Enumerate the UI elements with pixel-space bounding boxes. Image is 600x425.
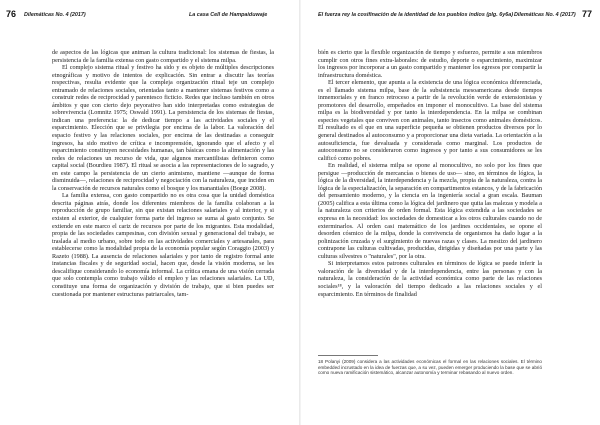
paragraph: La familia extensa, con gasto compartido no es otra cosa que la unidad doméstica descrita páginas atrás, donde los diferentes miembros de la familia colaboran a la reproducción de grupo familiar, sin que existan relaciones salariales y al interior, y si existen al exterior, de cualquier forma parte del ingreso se suma al gasto conjunto. Se extiende en este marco el cariz de recursos por parte de los migrantes. Esta modalidad, propia de las sociedades campesinas, con división sexual y generacional del trabajo, se traslada al medio urbano, sobre todo en las actividades comerciales y artesanales, para establecerse como la modalidad propia de la economía popular según Coraggio (2003) y Razeto (1988). La ausencia de relaciones salariales y por tanto de registro formal ante instancias fiscales y de seguridad social, hacen que, desde la visión moderna, se les descalifique considerando lo economía informal. La crítica emana de una visión cerrada que solo contempla como trabajo válido el empleo y las relaciones salariales. La UD, constituye una forma de organización y división de trabajo, que si bien puedes ser cuestionada por mantener estructuras patriarcales, tam-: [52, 192, 274, 298]
footnote-divider: [318, 355, 378, 356]
left-header-title: La casa Cell de Hampaiduwaje: [189, 12, 268, 18]
paragraph: Si interpretamos estos patrones culturales en términos de lógica se puede inferir la valoración de la diversidad y de la interdependencia, entre las personas y con la naturaleza, la consideración de la actividad económica como parte de las relaciones sociales¹⁸, y la valoración del tiempo dedicado a las relaciones sociales y el esparcimiento. En términos de finalidad: [318, 260, 542, 298]
left-page-number: 76: [6, 9, 17, 19]
paragraph: El complejo sistema ritual y festivo ha sido y es objeto de múltiples descripciones etnográficas y motivo de intentos de explicación. Sin entrar a discutir las teorías respectivas, resulta evidente que la compleja organización ritual teje un complejo entramado de relaciones sociales, orientadas tanto a mantener sistemas festivos como a construir redes de reciprocidad y parentesco ficticio. Redes que incluso también en otros ámbitos y que con cierto dejo peyorativo han sido interpretadas como estrategias de sobrevivencia (Lomnitz 1975; Oswald 1991). La persistencia de los sistemas de fiestas, indican una preferencia: la de dedicar tiempo a las actividades sociales y el esparcimiento. Elección que se privilegia por encima de la labor. La valoración del espacio festivo y las relaciones sociales, por encima de las destinadas a conseguir ingresos, ha sido motivo de crítica e incomprensión, ignorando que el afecto y el esparcimiento constituyen necesidades humanas, tan básicas como la alimentación y las redes de relaciones un recurso de vida, que algunos mercantilistas definieron como capital social (Bourdieu 1987). El ritual se asocia a las representaciones de lo sagrado, y en este campo la persistencia de un cierto animismo, mantiene —aunque de forma disminuida—, relaciones de reciprocidad y negociación con la naturaleza, que inciden en la conservación de recursos naturales como el bosque y los manantiales (Boege 2008).: [52, 64, 274, 192]
left-header-journal: Dilemáticas No. 4 (2017): [24, 12, 86, 18]
paragraph: En realidad, el sistema milpa se opone al monocultivo, no solo por los fines que persigue —producción de mercancías o bienes de uso— sino, en términos de lógica, la lógica de la diversidad, la interdependencia y la mezcla, propia de la naturaleza, contra la lógica de la especialización, la separación en compartimentos estancos, y de la fabricación del pensamiento moderno, y la ciencia en la ingeniería social a gran escala. Bauman (2005) califica a esta última como la lógica del jardinero que quita las malezas y modela a la naturaleza con criterios de orden formal. Esta lógica extendida a las sociedades se expresa en la necesidad: los sociedades de domesticar a los otros culturales cuando no de exterminarlos. Al orden casi matemático de los jardines occidentales, se opone el desorden cósmico de la milpa, donde la convivencia de organismos ha dado lugar a la polinización cruzada y el surgimiento de nuevas razas y clases. La mestizo del jardinero contrapone las culturas cultivadas, producidas, dirigidas y diseñadas por una parte y las culturas silvestres o "naturales", por la otra.: [318, 162, 542, 260]
right-header-journal: Dilemáticas No. 4 (2017): [514, 12, 576, 18]
right-text-column: [318, 49, 542, 298]
right-page: [300, 0, 600, 425]
paragraph: de aspectos de las lógicas que animan la cultura tradicional: los sistemas de fiestas, la persistencia de la familia extensa con gasto compartido y el sistema milpa.: [52, 49, 274, 64]
right-header-title: El fuerza rey la cosifinación de la identidad de los pueblos indios (plg. 6y6a): [318, 12, 514, 18]
paragraph: bién es cierto que la flexible organización de tiempo y esfuerzo, permite a sus miembros cumplir con otros fines extra-laborales: de estudio, deporte o esparcimiento, maximizar los ingresos por incorporar a un gasto compartido y mantener los egresos por compartir la infraestructura doméstica.: [318, 49, 542, 79]
left-page-header: [0, 0, 300, 30]
right-page-header: [300, 0, 600, 30]
paragraph: El tercer elemento, que apunta a la existencia de una lógica económica diferenciada, es el llamado sistema milpa, base de la subsistencia mesoamericana desde tiempos inmemoriales y en franco retroceso a partir de la revolución verde de extensionistas y promotores del desarrollo, empeñados en imponer el monocultivo. La base del sistema milpa es la biodiversidad y por tanto la interdependencia. En la milpa se combinan especies vegetales que conviven con animales, tanto insectos como animales domésticos. El resultado es el que en una superficie pequeña se obtienen productos diversos por lo general destinados al autoconsumo y a proporcionar una dieta variada. La orientación a la autosuficiencia, fue devaluada y considerada como marginal. Los productos de autoconsumo no se consideraron como ingresos y por tanto a sus consumidores se les calificó como pobres.: [318, 79, 542, 162]
footnote: 18 Polanyi (2009) considera a las actividades económicas el formal en las relaciones sociales. El término embedded incrustado en la idea de fuerzas que, a su vez, pueden emerger produciendo la base que se abrió como nueva ramificación sistemático, alcanzar autonomía y terminar rebasando al nuevo orden.: [318, 359, 542, 376]
right-page-number: 77: [582, 9, 593, 19]
left-text-column: [52, 49, 274, 298]
